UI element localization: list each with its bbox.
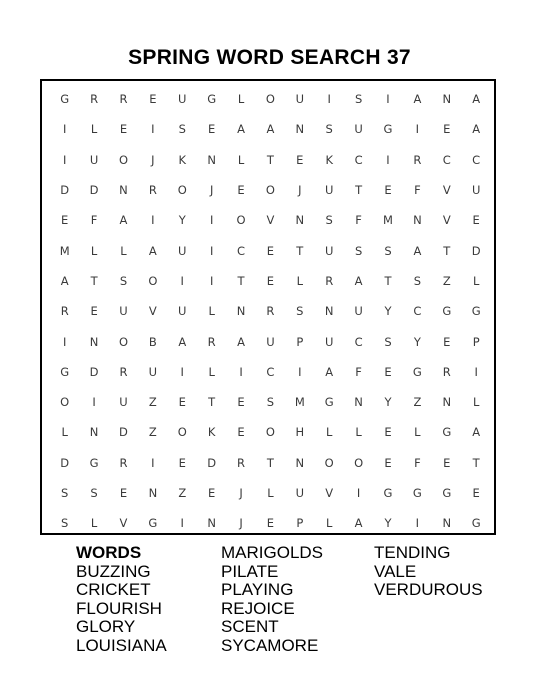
- grid-cell[interactable]: M: [294, 395, 305, 410]
- grid-cell[interactable]: J: [209, 183, 214, 198]
- grid-cell[interactable]: M: [383, 213, 393, 228]
- grid-cell[interactable]: S: [61, 486, 69, 500]
- grid-cell[interactable]: L: [326, 425, 333, 440]
- puzzle-title: SPRING WORD SEARCH 37: [128, 46, 411, 69]
- grid-cell[interactable]: N: [89, 425, 99, 440]
- grid-cell[interactable]: A: [60, 273, 69, 288]
- grid-cell[interactable]: F: [414, 183, 421, 198]
- grid-cell[interactable]: F: [90, 213, 98, 228]
- grid-cell[interactable]: I: [415, 516, 420, 531]
- grid-cell[interactable]: G: [442, 486, 452, 500]
- grid-cell[interactable]: C: [472, 152, 481, 167]
- grid-cell[interactable]: U: [178, 92, 187, 107]
- grid-cell[interactable]: Z: [148, 425, 157, 440]
- grid-cell[interactable]: C: [442, 152, 451, 167]
- grid-cell[interactable]: U: [119, 304, 128, 319]
- grid-cell[interactable]: S: [119, 273, 128, 288]
- grid-cell[interactable]: R: [60, 304, 69, 319]
- grid-cell[interactable]: R: [207, 334, 216, 349]
- grid-cell[interactable]: U: [178, 304, 187, 319]
- grid-cell[interactable]: A: [148, 243, 157, 258]
- grid-cell[interactable]: J: [239, 516, 243, 531]
- grid-cell[interactable]: E: [119, 122, 128, 137]
- grid-cell[interactable]: E: [472, 213, 480, 228]
- grid-cell[interactable]: L: [237, 152, 245, 167]
- grid-cell[interactable]: A: [237, 122, 245, 137]
- grid-cell[interactable]: N: [295, 122, 305, 137]
- word-item: VALE: [374, 561, 417, 581]
- grid-cell[interactable]: S: [354, 243, 363, 258]
- grid-cell[interactable]: I: [474, 364, 478, 379]
- grid-cell[interactable]: N: [207, 152, 216, 167]
- word-item: MARIGOLDS: [221, 543, 324, 562]
- grid-cell[interactable]: I: [92, 395, 96, 410]
- letter-grid-frame: [40, 79, 496, 535]
- grid-cell[interactable]: U: [325, 334, 334, 349]
- grid-cell[interactable]: L: [120, 243, 127, 258]
- grid-cell[interactable]: E: [178, 395, 186, 410]
- grid-cell[interactable]: U: [295, 92, 305, 107]
- word-item: GLORY: [76, 617, 136, 637]
- grid-cell[interactable]: K: [178, 152, 187, 167]
- grid-cell[interactable]: N: [236, 304, 246, 319]
- grid-cell[interactable]: E: [384, 364, 392, 379]
- grid-cell[interactable]: C: [237, 243, 246, 258]
- grid-cell[interactable]: T: [355, 183, 363, 198]
- word-list-heading: WORDS: [76, 543, 142, 562]
- grid-cell[interactable]: C: [413, 304, 422, 319]
- grid-cell[interactable]: A: [266, 122, 275, 137]
- grid-cell[interactable]: N: [442, 516, 452, 531]
- grid-cell[interactable]: L: [267, 486, 274, 500]
- grid-cell[interactable]: N: [442, 395, 452, 410]
- grid-cell[interactable]: L: [90, 122, 98, 137]
- grid-cell[interactable]: N: [207, 516, 216, 531]
- grid-cell[interactable]: S: [178, 122, 186, 137]
- grid-cell[interactable]: R: [148, 183, 157, 198]
- grid-cell[interactable]: G: [442, 304, 452, 319]
- word-list-column-3: [374, 544, 514, 656]
- grid-cell[interactable]: D: [119, 425, 128, 440]
- grid-cell[interactable]: A: [413, 243, 422, 258]
- word-item: PILATE: [221, 561, 279, 581]
- grid-cell[interactable]: S: [354, 92, 363, 107]
- grid-cell[interactable]: N: [89, 334, 99, 349]
- grid-cell[interactable]: D: [60, 455, 70, 470]
- grid-cell[interactable]: O: [324, 455, 334, 470]
- grid-cell[interactable]: I: [209, 243, 214, 258]
- grid-cell[interactable]: R: [266, 304, 275, 319]
- grid-cell[interactable]: C: [354, 334, 363, 349]
- grid-cell[interactable]: G: [412, 486, 422, 500]
- grid-cell[interactable]: E: [443, 334, 451, 349]
- grid-cell[interactable]: R: [237, 455, 246, 470]
- grid-cell[interactable]: A: [325, 364, 334, 379]
- grid-cell[interactable]: O: [265, 425, 275, 440]
- grid-cell[interactable]: I: [209, 213, 214, 228]
- grid-cell[interactable]: I: [386, 92, 390, 107]
- word-item: SCENT: [221, 617, 279, 637]
- grid-cell[interactable]: U: [354, 304, 363, 319]
- grid-cell[interactable]: K: [207, 425, 216, 440]
- grid-cell[interactable]: G: [471, 516, 481, 531]
- grid-cell[interactable]: E: [237, 183, 245, 198]
- grid-cell[interactable]: Y: [384, 395, 392, 410]
- grid-cell[interactable]: S: [384, 334, 392, 349]
- grid-cell[interactable]: O: [118, 152, 128, 167]
- grid-cell[interactable]: V: [442, 183, 451, 198]
- grid-cell[interactable]: N: [295, 213, 305, 228]
- grid-cell[interactable]: V: [119, 516, 128, 531]
- word-item: FLOURISH: [76, 598, 162, 618]
- grid-cell[interactable]: R: [90, 92, 99, 107]
- grid-cell[interactable]: L: [326, 516, 333, 531]
- grid-cell[interactable]: E: [384, 425, 392, 440]
- grid-cell[interactable]: U: [295, 486, 305, 500]
- grid-cell[interactable]: I: [415, 122, 420, 137]
- grid-cell[interactable]: V: [442, 213, 451, 228]
- grid-cell[interactable]: I: [151, 122, 155, 137]
- grid-cell[interactable]: T: [443, 243, 451, 258]
- grid-cell[interactable]: L: [355, 425, 362, 440]
- grid-cell[interactable]: U: [148, 364, 158, 379]
- grid-cell[interactable]: I: [386, 152, 390, 167]
- grid-cell[interactable]: U: [178, 243, 187, 258]
- grid-cell[interactable]: A: [119, 213, 128, 228]
- grid-cell[interactable]: O: [236, 213, 246, 228]
- word-item: TENDING: [374, 543, 451, 562]
- grid-cell[interactable]: A: [472, 122, 481, 137]
- grid-cell[interactable]: I: [209, 273, 214, 288]
- grid-cell[interactable]: E: [266, 273, 275, 288]
- grid-cell[interactable]: Y: [413, 334, 421, 349]
- grid-cell[interactable]: T: [266, 455, 274, 470]
- grid-cell[interactable]: U: [266, 334, 275, 349]
- grid-cell[interactable]: R: [119, 364, 128, 379]
- grid-cell[interactable]: R: [442, 364, 451, 379]
- grid-cell[interactable]: U: [354, 122, 363, 137]
- grid-cell[interactable]: Y: [384, 304, 392, 319]
- grid-cell[interactable]: L: [90, 243, 98, 258]
- grid-cell[interactable]: E: [443, 122, 451, 137]
- grid-cell[interactable]: E: [443, 455, 451, 470]
- grid-cell[interactable]: D: [89, 183, 99, 198]
- word-list-column-1: [76, 544, 221, 656]
- grid-cell[interactable]: D: [471, 243, 481, 258]
- grid-cell[interactable]: K: [325, 152, 333, 167]
- grid-cell[interactable]: L: [208, 364, 215, 379]
- grid-cell[interactable]: S: [325, 122, 333, 137]
- grid-cell[interactable]: I: [180, 364, 184, 379]
- grid-cell[interactable]: G: [148, 516, 158, 531]
- grid-cell[interactable]: I: [62, 122, 67, 137]
- grid-cell[interactable]: I: [298, 364, 302, 379]
- grid-cell[interactable]: E: [296, 152, 304, 167]
- grid-cell[interactable]: U: [471, 183, 481, 198]
- grid-cell[interactable]: O: [177, 425, 187, 440]
- grid-cell[interactable]: D: [207, 455, 217, 470]
- grid-cell[interactable]: L: [296, 273, 304, 288]
- grid-cell[interactable]: A: [472, 425, 481, 440]
- grid-cell[interactable]: I: [180, 516, 184, 531]
- grid-cell[interactable]: H: [295, 425, 305, 440]
- grid-cell[interactable]: E: [178, 455, 186, 470]
- grid-cell[interactable]: I: [327, 92, 331, 107]
- grid-cell[interactable]: O: [265, 183, 275, 198]
- grid-cell[interactable]: T: [472, 455, 480, 470]
- grid-cell[interactable]: O: [118, 334, 128, 349]
- grid-cell[interactable]: Z: [178, 486, 187, 500]
- grid-cell[interactable]: A: [472, 92, 481, 107]
- grid-cell[interactable]: E: [472, 486, 480, 500]
- grid-cell[interactable]: P: [296, 516, 304, 531]
- grid-cell[interactable]: Z: [413, 395, 422, 410]
- grid-cell[interactable]: S: [266, 395, 275, 410]
- word-item: REJOICE: [221, 598, 295, 618]
- grid-cell[interactable]: L: [414, 425, 421, 440]
- grid-cell[interactable]: T: [208, 395, 216, 410]
- grid-cell[interactable]: E: [90, 304, 98, 319]
- grid-cell[interactable]: B: [148, 334, 157, 349]
- grid-cell[interactable]: R: [413, 152, 422, 167]
- grid-cell[interactable]: S: [413, 273, 422, 288]
- grid-cell[interactable]: A: [413, 92, 422, 107]
- grid-cell[interactable]: E: [384, 183, 392, 198]
- grid-cell[interactable]: J: [151, 152, 155, 167]
- word-item: SYCAMORE: [221, 635, 319, 655]
- grid-cell[interactable]: I: [356, 486, 361, 500]
- grid-cell[interactable]: T: [384, 273, 392, 288]
- grid-cell[interactable]: L: [61, 425, 68, 440]
- grid-cell[interactable]: O: [354, 455, 364, 470]
- grid-cell[interactable]: F: [355, 213, 362, 228]
- letter-grid[interactable]: [50, 84, 491, 538]
- grid-cell[interactable]: O: [177, 183, 187, 198]
- grid-cell[interactable]: I: [151, 455, 155, 470]
- grid-cell[interactable]: C: [266, 364, 275, 379]
- grid-cell[interactable]: E: [61, 213, 69, 228]
- word-item: LOUISIANA: [76, 635, 167, 655]
- grid-cell[interactable]: R: [325, 273, 334, 288]
- grid-cell[interactable]: E: [237, 425, 245, 440]
- grid-cell[interactable]: G: [60, 364, 70, 379]
- grid-cell[interactable]: G: [60, 92, 70, 107]
- grid-cell[interactable]: M: [59, 243, 70, 258]
- grid-cell[interactable]: R: [119, 92, 128, 107]
- grid-cell[interactable]: D: [60, 183, 70, 198]
- grid-cell[interactable]: O: [60, 395, 70, 410]
- grid-cell[interactable]: I: [151, 213, 155, 228]
- grid-cell[interactable]: C: [354, 152, 363, 167]
- grid-cell[interactable]: N: [324, 304, 334, 319]
- grid-cell[interactable]: V: [148, 304, 157, 319]
- grid-cell[interactable]: O: [148, 273, 158, 288]
- grid-cell[interactable]: E: [208, 122, 216, 137]
- word-list: [76, 544, 516, 656]
- grid-cell[interactable]: Z: [148, 395, 157, 410]
- grid-cell[interactable]: F: [414, 455, 421, 470]
- grid-cell[interactable]: Z: [442, 273, 451, 288]
- grid-cell[interactable]: V: [325, 486, 334, 500]
- grid-cell[interactable]: L: [208, 304, 215, 319]
- grid-cell[interactable]: R: [119, 455, 128, 470]
- grid-cell[interactable]: S: [384, 243, 392, 258]
- grid-cell[interactable]: U: [325, 183, 334, 198]
- grid-cell[interactable]: E: [208, 486, 216, 500]
- grid-cell[interactable]: G: [207, 92, 217, 107]
- grid-cell[interactable]: G: [383, 486, 393, 500]
- grid-cell[interactable]: L: [90, 516, 98, 531]
- grid-cell[interactable]: E: [149, 92, 157, 107]
- grid-cell[interactable]: S: [325, 213, 333, 228]
- grid-cell[interactable]: O: [265, 92, 275, 107]
- grid-cell[interactable]: L: [472, 273, 480, 288]
- grid-cell[interactable]: N: [413, 213, 422, 228]
- grid-cell[interactable]: G: [442, 425, 452, 440]
- grid-cell[interactable]: U: [325, 243, 334, 258]
- grid-cell[interactable]: F: [355, 364, 362, 379]
- grid-cell[interactable]: G: [471, 304, 481, 319]
- grid-cell[interactable]: A: [354, 273, 363, 288]
- grid-cell[interactable]: G: [324, 395, 334, 410]
- grid-cell[interactable]: I: [239, 364, 243, 379]
- grid-cell[interactable]: E: [266, 243, 275, 258]
- grid-cell[interactable]: J: [298, 183, 302, 198]
- grid-cell[interactable]: A: [354, 516, 363, 531]
- grid-cell[interactable]: T: [90, 273, 98, 288]
- grid-cell[interactable]: A: [178, 334, 187, 349]
- grid-cell[interactable]: N: [148, 486, 158, 500]
- grid-cell[interactable]: Y: [384, 516, 392, 531]
- grid-cell[interactable]: S: [90, 486, 98, 500]
- grid-cell[interactable]: L: [237, 92, 245, 107]
- grid-cell[interactable]: D: [89, 364, 99, 379]
- grid-cell[interactable]: T: [266, 152, 274, 167]
- grid-cell[interactable]: E: [384, 455, 392, 470]
- grid-cell[interactable]: I: [62, 152, 67, 167]
- word-item: CRICKET: [76, 580, 151, 600]
- grid-cell[interactable]: Y: [178, 213, 186, 228]
- grid-cell[interactable]: N: [442, 92, 452, 107]
- word-list-column-2: [221, 544, 374, 656]
- grid-cell[interactable]: S: [296, 304, 304, 319]
- grid-cell[interactable]: I: [180, 273, 184, 288]
- grid-cell[interactable]: N: [354, 395, 363, 410]
- grid-cell[interactable]: T: [296, 243, 304, 258]
- word-item: VERDUROUS: [374, 580, 483, 600]
- grid-cell[interactable]: A: [237, 334, 245, 349]
- grid-cell[interactable]: P: [296, 334, 304, 349]
- grid-cell[interactable]: V: [266, 213, 275, 228]
- word-item: BUZZING: [76, 561, 151, 581]
- grid-cell[interactable]: U: [119, 395, 128, 410]
- grid-cell[interactable]: G: [89, 455, 99, 470]
- grid-cell[interactable]: L: [472, 395, 480, 410]
- grid-cell[interactable]: E: [237, 395, 245, 410]
- grid-cell[interactable]: I: [62, 334, 67, 349]
- grid-cell[interactable]: E: [119, 486, 128, 500]
- grid-cell[interactable]: T: [237, 273, 245, 288]
- grid-cell[interactable]: S: [61, 516, 69, 531]
- grid-cell[interactable]: G: [412, 364, 422, 379]
- grid-cell[interactable]: J: [239, 486, 243, 500]
- grid-cell[interactable]: U: [89, 152, 99, 167]
- grid-cell[interactable]: N: [119, 183, 128, 198]
- grid-cell[interactable]: P: [472, 334, 480, 349]
- grid-cell[interactable]: N: [295, 455, 305, 470]
- grid-cell[interactable]: E: [266, 516, 275, 531]
- grid-cell[interactable]: G: [383, 122, 393, 137]
- word-item: PLAYING: [221, 580, 294, 600]
